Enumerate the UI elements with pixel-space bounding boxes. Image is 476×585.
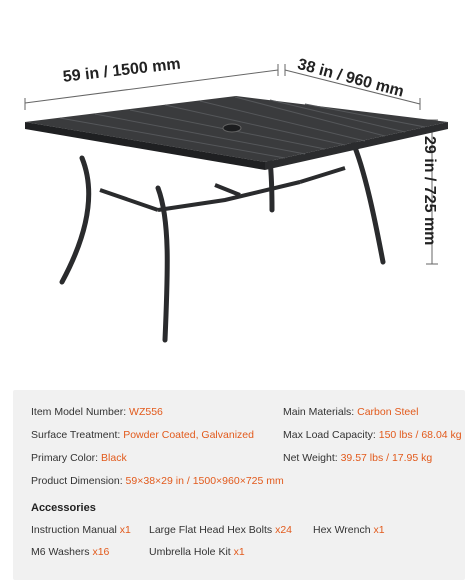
accessory-item: M6 Washers x16: [31, 546, 110, 558]
depth-dimension-label: 38 in / 960 mm: [295, 56, 406, 101]
width-dimension-label: 59 in / 1500 mm: [62, 55, 182, 86]
accessories-title: Accessories: [31, 502, 96, 514]
height-dimension-label: 29 in / 725 mm: [421, 136, 438, 246]
accessory-item: Umbrella Hole Kit x1: [149, 546, 245, 558]
spec-dimension: Product Dimension: 59×38×29 in / 1500×960×725 mm: [31, 475, 284, 487]
accessory-item: Hex Wrench x1: [313, 524, 385, 536]
spec-weight: Net Weight: 39.57 lbs / 17.95 kg: [283, 452, 433, 464]
spec-color: Primary Color: Black: [31, 452, 127, 464]
spec-surface: Surface Treatment: Powder Coated, Galvanized: [31, 429, 254, 441]
accessory-item: Instruction Manual x1: [31, 524, 131, 536]
spec-model: Item Model Number: WZ556: [31, 406, 163, 418]
accessory-item: Large Flat Head Hex Bolts x24: [149, 524, 293, 536]
spec-materials: Main Materials: Carbon Steel: [283, 406, 419, 418]
spec-load: Max Load Capacity: 150 lbs / 68.04 kg: [283, 429, 462, 441]
spec-panel: [13, 390, 465, 580]
